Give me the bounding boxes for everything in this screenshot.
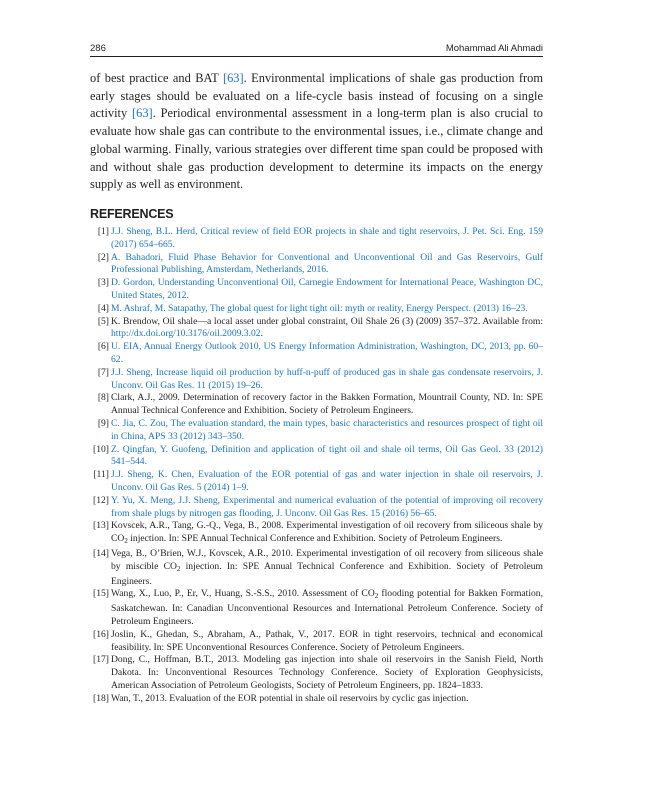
citation-link-63[interactable]: [63] <box>222 71 244 85</box>
reference-text: Clark, A.J., 2009. Determination of recovery factor in the Bakken Formation, Mountrail County, ND. In: SPE Annual Technical Conference and Exhibition. Society of Petroleum Engineers. <box>111 392 543 417</box>
reference-item <box>90 693 543 706</box>
reference-text[interactable]: M. Ashraf, M. Satapathy, The global quest for light tight oil: myth or reality, Energy Perspect. (2013) 16–23. <box>111 302 528 314</box>
reference-number: [16] <box>93 628 109 640</box>
reference-text-tail: injection. In: SPE Annual Technical Conference and Exhibition. Society of Petroleum Engineers. <box>111 560 543 587</box>
reference-item[interactable] <box>90 444 543 470</box>
body-text-1: of best practice and BAT <box>90 71 223 85</box>
reference-text <box>111 520 543 548</box>
reference-number: [2] <box>97 251 109 263</box>
reference-text[interactable]: J.J. Sheng, K. Chen, Evaluation of the EOR potential of gas and water injection in shale oil reservoirs, J. Unconv. Oil Gas Res. 5 (2014) 1–9. <box>111 469 543 493</box>
reference-item[interactable] <box>90 418 543 444</box>
citation-link-63[interactable]: [63] <box>132 106 153 121</box>
body-paragraph <box>90 70 543 194</box>
reference-text[interactable]: Z. Qingfan, Y. Guofeng, Definition and application of tight oil and shale oil terms, Oil Gas Geol. 33 (2012) 541–544. <box>111 443 543 468</box>
reference-text <box>111 588 543 628</box>
reference-text <box>111 316 543 342</box>
reference-number: [4] <box>97 302 109 314</box>
reference-number: [5] <box>97 315 109 327</box>
reference-number: [12] <box>93 494 109 506</box>
page-number: 286 <box>90 43 106 54</box>
reference-text[interactable]: J.J. Sheng, Increase liquid oil production by huff-n-puff of produced gas in shale gas condensate reservoirs, J. Unconv. Oil Gas Res. 11 (2015) 19–26. <box>111 366 543 391</box>
doi-link[interactable]: http://dx.doi.org/10.3176/oil.2009.3.02 <box>111 328 261 340</box>
body-text-2: . Environmental implications of shale gas production from early stages should be evaluated on a life-cycle basis instead of focusing on a single activity <box>90 71 544 121</box>
reference-item <box>90 588 543 628</box>
reference-text[interactable]: J.J. Sheng, B.L. Herd, Critical review of field EOR projects in shale and tight reservoirs, J. Pet. Sci. Eng. 159 (2017) 654–665. <box>111 226 543 250</box>
reference-text: Wan, T., 2013. Evaluation of the EOR potential in shale oil reservoirs by cyclic gas injection. <box>111 692 469 704</box>
header-rule <box>90 56 543 57</box>
reference-item[interactable] <box>90 252 543 278</box>
reference-text-main: Wang, X., Luo, P., Er, V., Huang, S.-S.S., 2010. Assessment of CO <box>111 588 375 600</box>
reference-item[interactable] <box>90 277 543 303</box>
reference-item <box>90 316 543 342</box>
reference-text: Joslin, K., Ghedan, S., Abraham, A., Pathak, V., 2017. EOR in tight reservoirs, technical and economical feasibility. In: SPE Unconventional Resources Conference. Society of Petroleum Engineers. <box>111 628 543 653</box>
subscript: 2 <box>374 592 379 601</box>
reference-item <box>90 548 543 588</box>
reference-number: [11] <box>93 469 109 481</box>
reference-text-main: Vega, B., O’Brien, W.J., Kovscek, A.R., 2010. Experimental investigation of oil recovery from siliceous shale by miscible CO <box>111 547 543 572</box>
reference-text[interactable]: U. EIA, Annual Energy Outlook 2010, US Energy Information Administration, Washington, DC, 2013, pp. 60–62. <box>111 341 543 365</box>
reference-number: [14] <box>93 547 109 559</box>
reference-item[interactable] <box>90 226 543 252</box>
reference-number: [8] <box>97 392 109 404</box>
reference-text-main: Kovscek, A.R., Tang, G.-Q., Vega, B., 2008. Experimental investigation of oil recovery from siliceous shale by CO <box>111 520 543 545</box>
reference-list <box>90 226 543 705</box>
reference-number: [15] <box>93 588 109 600</box>
reference-text-tail: flooding potential for Bakken Formation, Saskatchewan. In: Canadian Unconventional Resources and International Petroleum Conference. Society of Petroleum Engineers. <box>111 588 543 627</box>
reference-number: [10] <box>93 443 109 455</box>
reference-item <box>90 629 543 655</box>
reference-item <box>90 392 543 418</box>
reference-number: [17] <box>93 654 109 666</box>
reference-text-main: K. Brendow, Oil shale—a local asset under global constraint, Oil Shale 26 (3) (2009) 357–372. Available from: <box>111 315 543 327</box>
body-text-3: . Periodical environmental assessment in a long-term plan is also crucial to evaluate how shale gas can contribute to the environmental issues, i.e., climate change and global warming. Finally, various strategies over different time span could be proposed with and without shale gas production development to determine its impacts on the energy supply as well as environment. <box>90 106 543 192</box>
subscript: 2 <box>124 537 128 546</box>
reference-item[interactable] <box>90 469 543 495</box>
reference-number: [13] <box>93 520 109 532</box>
reference-number: [7] <box>97 366 109 378</box>
reference-text-tail: injection. In: SPE Annual Technical Conference and Exhibition. Society of Petroleum Engineers. <box>127 533 503 545</box>
reference-item[interactable] <box>90 303 543 316</box>
references-heading: REFERENCES <box>90 207 174 221</box>
reference-text <box>111 548 543 588</box>
reference-number: [18] <box>93 692 109 704</box>
reference-text: Dong, C., Hoffman, B.T., 2013. Modeling gas injection into shale oil reservoirs in the Sanish Field, North Dakota. In: Unconventional Resources Technology Conference. Society of Exploration Geophysicists, American Association of Petroleum Geologists, Society of Petroleum Engineers, pp. 1824–1833. <box>111 654 543 691</box>
reference-number: [6] <box>97 341 109 353</box>
running-head: Mohammad Ali Ahmadi <box>445 43 543 54</box>
reference-item <box>90 520 543 548</box>
page-header <box>90 43 543 57</box>
reference-text[interactable]: C. Jia, C. Zou, The evaluation standard, the main types, basic characteristics and resources prospect of tight oil in China, APS 33 (2012) 343–350. <box>111 417 543 442</box>
reference-text-tail: . <box>260 328 264 340</box>
reference-item[interactable] <box>90 341 543 367</box>
reference-text[interactable]: A. Bahadori, Fluid Phase Behavior for Conventional and Unconventional Oil and Gas Reservoirs, Gulf Professional Publishing, Amsterdam, Netherlands, 2016. <box>111 251 543 276</box>
reference-item[interactable] <box>90 367 543 393</box>
reference-number: [1] <box>97 226 109 237</box>
reference-item <box>90 654 543 692</box>
reference-text[interactable]: Y. Yu, X. Meng, J.J. Sheng, Experimental and numerical evaluation of the potential of improving oil recovery from shale plugs by nitrogen gas flooding, J. Unconv. Oil Gas Res. 15 (2016) 56–65. <box>111 494 543 519</box>
reference-text[interactable]: D. Gordon, Understanding Unconventional Oil, Carnegie Endowment for International Peace, Washington DC, United States, 2012. <box>111 277 543 301</box>
reference-number: [3] <box>97 277 109 289</box>
subscript: 2 <box>176 564 181 573</box>
reference-item[interactable] <box>90 495 543 521</box>
reference-number: [9] <box>97 417 109 429</box>
